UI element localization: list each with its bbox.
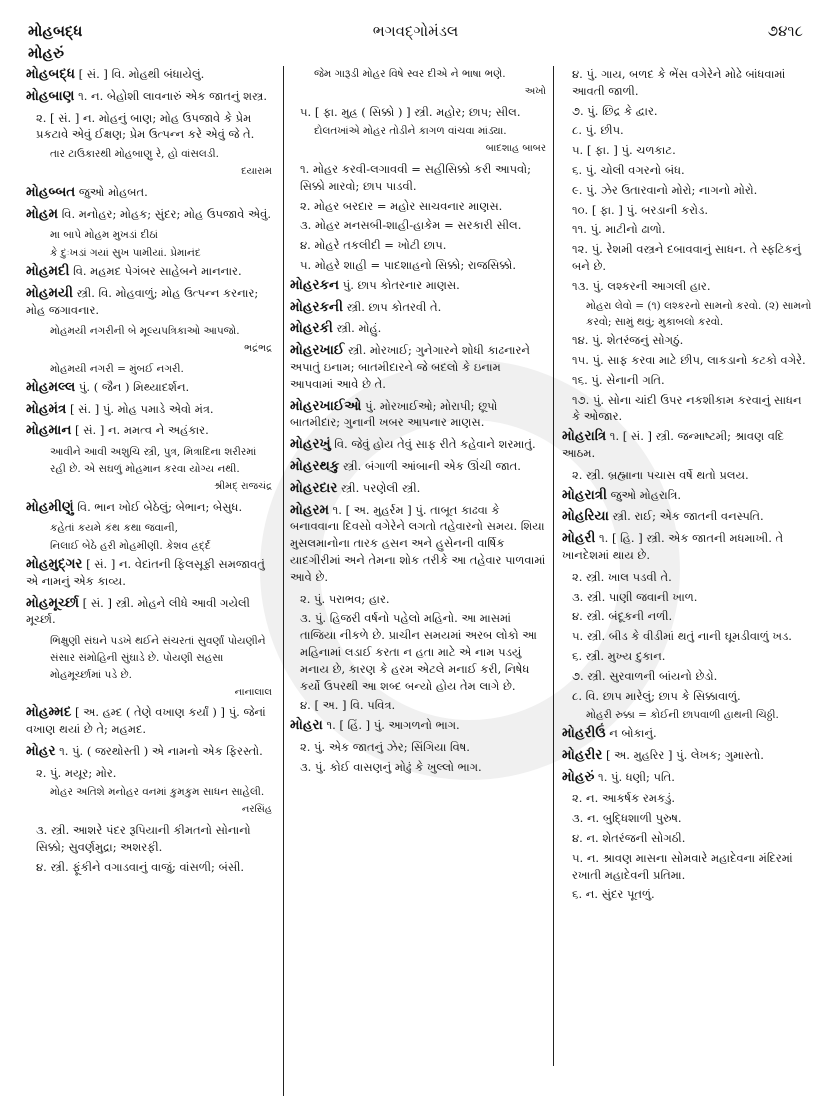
- sense-definition: ૯. પું. ઝેર ઉતારવાનો મોરો; નાગનો મોરો.: [572, 182, 758, 197]
- column-2: [290, 66, 546, 778]
- sense-definition: ૨. પું. એક જાતનું ઝેર; સિંગિયા વિષ.: [300, 739, 470, 754]
- sense-definition: ૧૨. પું. રેશમી વસ્ત્રને દબાવવાનું સાધન. તે સ્ફટિકનું બને છે.: [572, 242, 801, 273]
- dictionary-entry: [290, 480, 546, 497]
- citation-author: નાનાલાલ: [234, 686, 272, 698]
- quotation: મોહરી રુક્કા = કોઈની છાપવાળી હાથની ચિઠ્ઠી.: [586, 709, 779, 722]
- definition-text: સ્ત્રી. મોહું.: [332, 321, 382, 336]
- definition-text: ૧. પું. ( જરથોસ્તી ) એ નામનો એક ફિરસ્તો.: [55, 743, 263, 758]
- dictionary-entry: [562, 487, 812, 504]
- column-3: [562, 66, 812, 906]
- headword: મોહરું: [562, 768, 595, 785]
- definition-text: [ સં. ] વિ. મોહથી બંધાયેલું.: [75, 67, 205, 81]
- sense-definition: ૨. પું. પરાભવ; હાર.: [300, 591, 390, 606]
- headword: મોહરાત્રિ: [562, 428, 607, 445]
- headword: મોહમ: [26, 205, 59, 222]
- headword: મોહરદાર: [290, 479, 338, 496]
- definition-text: [ સં. ] પું. મોહ પમાડે એવો મંત્ર.: [66, 401, 214, 416]
- dictionary-entry: [26, 184, 272, 201]
- definition-text: ૧. [ હિં. ] પું. આગળનો ભાગ.: [322, 718, 460, 733]
- headword: મોહમંત્ર: [26, 400, 67, 417]
- sense-definition: ૫. [ ફા. મુહ્ર ( સિક્કો ) ] સ્ત્રી. મહોર; છાપ; સીલ.: [300, 104, 521, 119]
- sense-definition: ૧૦. [ ફા. ] પું. બરડાની કરોડ.: [572, 202, 708, 217]
- definition-text: [ અ. મુહરિર ] પું. લેખક; ગુમાસ્તો.: [602, 747, 764, 762]
- headword: મોહરીર: [562, 746, 603, 763]
- column-divider: [553, 66, 554, 1066]
- dictionary-entry: [26, 743, 272, 760]
- definition-text: પું. મોરખાઈઓ; મોરાપી; છૂપો બાતમીદાર; ગુનાની ખબર આપનાર માણસ.: [290, 398, 498, 430]
- sense-definition: ૩. મોહર મનસબી-શાહી-હાકેમ = સરકારી સીલ.: [300, 218, 522, 233]
- headword: મોહરકી: [290, 320, 333, 337]
- dictionary-entry: [562, 725, 812, 742]
- headword: મોહરા: [290, 717, 323, 734]
- sense-definition: ૬. પું. ચોલી વગરનો બંધ.: [572, 162, 685, 177]
- sense-definition: ૭. પું. છિદ્ર કે દ્વાર.: [572, 103, 658, 118]
- definition-text: ૧. [ સં. ] સ્ત્રી. જન્માષ્ટમી; શ્રાવણ વદિ આઠમ.: [562, 429, 784, 460]
- sense-definition: ૪. ન. શેતરંજની સોગઠી.: [572, 831, 686, 846]
- sense-definition: ૮. પું. છીપ.: [572, 123, 624, 138]
- dictionary-entry: [290, 398, 546, 432]
- sense-definition: ૧. મોહર કરવી-લગાવવી = સહીસિક્કો કરી આપવો; સિક્કો મારવો; છાપ પાડવી.: [300, 161, 531, 193]
- sense-definition: ૬. સ્ત્રી. મુખ્ય દુકાન.: [572, 648, 666, 663]
- sense-definition: ૧૪. પું. શેતરંજનું સોગઠું.: [572, 333, 684, 348]
- dictionary-entry: [290, 436, 546, 453]
- guide-word-first: મોહબદ્ધ: [28, 22, 83, 40]
- dictionary-entry: [290, 717, 546, 734]
- dictionary-entry: [26, 556, 272, 590]
- sense-definition: ૪. પું. ગાય, બળદ કે ભેંસ વગેરેને મોઢે બાંધવામાં આવતી જાળી.: [572, 67, 786, 98]
- column-divider: [283, 66, 284, 1096]
- quotation: ભિક્ષુણી સંઘને પડખે થઈને સંચરતાં સુવર્ણાં પોયણીને સંસાર સંમોહિની સુંઘાડે છે. પોયણી સહસા મોહમૂર્ચ્છામાં પડે છે.: [50, 635, 266, 681]
- dictionary-entry: [26, 379, 272, 396]
- sense-definition: ૩. સ્ત્રી. પાણી જવાની ખાળ.: [572, 589, 698, 604]
- citation-author: શ્રીમદ્ રાજચંદ્ર: [214, 480, 272, 492]
- quotation: તાર ટાઉકારથી મોહબાણુ રે, હો વાંસલડી.: [50, 148, 219, 161]
- definition-text: ન બોકાનું.: [605, 726, 657, 741]
- sense-definition: ૫. [ ફા. ] પું. ચળકાટ.: [572, 143, 676, 158]
- dictionary-entry: [562, 769, 812, 786]
- dictionary-entry: [26, 66, 272, 83]
- headword: મોહરકન: [290, 276, 340, 293]
- quotation: મોહર અતિશે મનોહર વનમાં કુમકુમ સાધન સાહેલી.: [50, 786, 265, 799]
- definition-text: વિ. મહમદ પેગંબર સાહેબને માનનાર.: [69, 263, 242, 278]
- citation-author: અખો: [524, 85, 546, 97]
- sense-definition: ૧૭. પું. સોના ચાંદી ઉપર નકશીકામ કરવાનું સાધન કે ઓજાર.: [572, 392, 802, 424]
- quotation: મોહરા લેવો = (૧) લશ્કરનો સામનો કરવો. (૨) સામનો કરવો; સામું થવું; મુકાબલો કરવો.: [586, 299, 812, 329]
- dictionary-entry: [562, 530, 812, 564]
- sense-definition: ૨. મોહર બરદાર = મહોર સાચવનાર માણસ.: [300, 198, 503, 213]
- definition-text: [ સં. ] ન. મમત્વ ને અહંકાર.: [71, 423, 209, 438]
- sense-definition: ૧૧. પું. માટીનો ઢાળો.: [572, 222, 666, 237]
- dictionary-entry: [26, 422, 272, 439]
- quotation: જેમ ગારૂડી મોહર વિષે સ્વર દીએ ને ભાષા ભણે.: [314, 68, 506, 80]
- headword: મોહરિયા: [562, 508, 609, 525]
- sense-definition: ૫. સ્ત્રી. બીડ કે વીડીમાં થતું નાની ઘૂમડીવાળું ખડ.: [572, 629, 792, 644]
- dictionary-entry: [26, 401, 272, 418]
- definition-text: પું. ( જૈન ) મિથ્યાદર્શન.: [75, 379, 190, 394]
- quotation: મા બાપે મોહમ મુખડાં દીઠાં: [50, 229, 159, 242]
- definition-text: ૧. ન. બેહોશી લાવનારું એક જાતનું શસ્ત્ર.: [74, 88, 267, 103]
- citation-author: દયારામ: [241, 165, 272, 177]
- headword: મોહમયી: [26, 284, 73, 301]
- dictionary-entry: [26, 285, 272, 319]
- headword: મોહબ્બત: [26, 183, 76, 200]
- headword: મોહબાણ: [26, 87, 75, 104]
- definition-text: ૧. પું. ધણી; પતિ.: [594, 769, 675, 784]
- sense-definition: ૪. મોહરે તકલીદી = ખોટી છાપ.: [300, 238, 447, 253]
- definition-text: પું. છાપ કોતરનાર માણસ.: [339, 277, 460, 292]
- definition-text: વિ. મનોહર; મોહક; સુંદર; મોહ ઉપજાવે એવું.: [58, 206, 271, 221]
- page-header: [28, 18, 803, 42]
- sense-definition: ૩. પું. હિજરી વર્ષનો પહેલો મહિનો. આ માસમાં તાજિયા નીકળે છે. પ્રાચીન સમયમાં અરબ લોકો આ મહિનામાં લડાઈ કરતા ન હતા માટે એ નામ પડયું મનાય છે, કારણ કે હરમ એટલે મનાઈ કરી, નિષેધ કર્યો ઉપરથી આ શબ્દ બન્યો હોય તેમ લાગે છે.: [300, 611, 537, 693]
- definition-text: સ્ત્રી. મોરખાઈ; ગુનેગારને શોધી કાઢનારને અપાતું ઇનામ; બાતમીદારને જે બદલો કે ઇનામ આપવામાં આવે છે તે.: [290, 343, 530, 391]
- definition-text: ૧. [ અ. મુહર્રમ ] પું. તાબૂત કાઢવા કે બનાવવાના દિવસો વગેરેને લગતો તહેવારનો સમય. શિયા મુસલમાનોના તારક હસન અને હુસેનની વાર્ષિક યાદગીરીમાં અને તેમના શોક તરીકે આ તહેવાર પાળવામાં આવે છે.: [290, 502, 546, 584]
- sense-definition: ૧૫. પું. સાફ કરવા માટે છીપ, લાકડાનો કટકો વગેરે.: [572, 352, 806, 367]
- headword: મોહમીણું: [26, 498, 74, 515]
- dictionary-entry: [26, 206, 272, 223]
- dictionary-entry: [26, 595, 272, 629]
- headword: મોહર: [26, 742, 56, 759]
- sense-definition: ૫. મોહરે શાહી = પાદશાહનો સિક્કો; રાજસિક્કો.: [300, 257, 517, 272]
- headword: મોહરખું: [290, 436, 331, 453]
- dictionary-entry: [26, 88, 272, 105]
- sense-definition: ૪. [ અ. ] વિ. પવિત્ર.: [300, 698, 396, 713]
- dictionary-title: ભગવદ્ગોમંડલ: [372, 22, 459, 40]
- dictionary-entry: [562, 747, 812, 764]
- column-1: [26, 66, 272, 878]
- sense-definition: ૨. [ સં. ] ન. મોહનું બાણ; મોહ ઉપજાવે કે પ્રેમ પ્રકટાવે એવું ઈક્ષણ; પ્રેમ ઉત્પન્ન કરે એવું જે તે.: [36, 110, 255, 142]
- citation-author: નરસિંહ: [241, 804, 272, 816]
- dictionary-entry: [562, 508, 812, 525]
- headword: મોહરકની: [290, 298, 343, 315]
- definition-text: [ સં. ] સ્ત્રી. મોહને લીધે આવી ગયેલી મૂર્ચ્છા.: [26, 595, 250, 627]
- definition-text: સ્ત્રી. છાપ કોતરવી તે.: [342, 299, 442, 314]
- definition-text: વિ. જેવું હોય તેવું સાફ રીતે કહેવાને શરમાતું.: [330, 437, 536, 452]
- quotation: દોલતખાંએ મોહર તોડીને કાગળ વાંચવા માંડ્યા.: [314, 125, 507, 138]
- sense-definition: ૨. ન. આકર્ષક રમકડું.: [572, 791, 676, 806]
- headword: મોહરખાઈઓ: [290, 397, 362, 414]
- sense-definition: ૧૩. પું. લશ્કરની આગલી હાર.: [572, 278, 711, 293]
- sense-definition: ૬. ન. સુંદર પૂતળું.: [572, 887, 655, 902]
- quotation: મોહમયી નગરીની બે મૂલ્યપત્રિકાઓ આપજો.: [50, 325, 240, 338]
- citation-author: બાદશાહ બાબર: [485, 143, 546, 155]
- quotation: આવીને આવી અશુચિ સ્ત્રી, પુત્ર, મિત્રાદિના શરીરમાં રહી છે. એ સઘળું મોહમાન કરવા યોગ્ય નથી.: [50, 446, 257, 475]
- sense-definition: ૧૬. પું. સેનાની ગતિ.: [572, 372, 665, 387]
- headword: મોહરાત્રી: [562, 486, 607, 503]
- headword: મોહરખાઈ: [290, 342, 345, 359]
- dictionary-entry: [26, 704, 272, 738]
- headword: મોહમૂર્ચ્છા: [26, 594, 80, 611]
- quotation: મોહમયી નગરી = મુંબઈ નગરી.: [50, 362, 184, 375]
- headword: મોહમદી: [26, 262, 70, 279]
- dictionary-entry: [290, 342, 546, 392]
- headword: મોહમાન: [26, 422, 72, 439]
- sense-definition: ૮. વિ. છાપ મારેલું; છાપ કે સિક્કાવાળું.: [572, 688, 741, 703]
- dictionary-entry: [290, 502, 546, 586]
- headword: મોહરથકુ: [290, 457, 340, 474]
- sense-definition: ૭. સ્ત્રી. સુરવાળની બાંયનો છેડો.: [572, 668, 718, 683]
- sense-definition: ૨. સ્ત્રી. ખાલ પડવી તે.: [572, 569, 672, 584]
- headword: મોહમલ્લ: [26, 378, 76, 395]
- quotation: કે દુઃખડાં ગયાં સુખ પામીયાં. પ્રેમાનંદ: [50, 247, 201, 260]
- sense-definition: ૩. સ્ત્રી. આશરે પંદર રૂપિયાની કીમતનો સોનાનો સિક્કો; સુવર્ણમુદ્રા; અશરફી.: [36, 823, 251, 854]
- definition-text: સ્ત્રી. બંગાળી આંબાની એક ઊંચી જાત.: [339, 458, 521, 473]
- dictionary-entry: [290, 320, 546, 337]
- definition-text: [ અ. હમ્દ ( તેણે વખાણ કર્યાં ) ] પું. જેનાં વખાણ થયાં છે તે; મહમદ.: [26, 705, 266, 737]
- dictionary-entry: [562, 428, 812, 462]
- dictionary-entry: [290, 277, 546, 294]
- quotation: કહેતાં કયમે કંથ કથા જવાની,: [50, 522, 178, 535]
- headword: મોહમુદ્‌ગર: [26, 555, 83, 572]
- sense-definition: ૫. ન. શ્રાવણ માસના સોમવારે મહાદેવના મંદિરમાં રખાતી મહાદેવની પ્રતિમા.: [572, 850, 793, 882]
- sense-definition: ૨. સ્ત્રી. બ્રહ્માના પચાસ વર્ષે થતો પ્રલય.: [572, 467, 749, 482]
- sense-definition: ૪. સ્ત્રી. ફૂંકીને વગાડવાનું વાજું; વાંસળી; બંસી.: [36, 859, 245, 874]
- definition-text: [ સં. ] ન. વેદાંતની ફિલસૂફી સમજાવતું એ નામનું એક કાવ્ય.: [26, 556, 265, 588]
- page-number: ૭૪૧૮: [767, 22, 803, 40]
- definition-text: સ્ત્રી. વિ. મોહવાળું; મોહ ઉત્પન્ન કરનાર; મોહ જગાવનાર.: [26, 285, 259, 317]
- guide-word-last: મોહરું: [28, 44, 65, 62]
- sense-definition: ૩. પું. કોઈ વાસણનું મોઢું કે ખુલ્લો ભાગ.: [300, 759, 482, 774]
- dictionary-entry: [290, 299, 546, 316]
- definition-text: ૧. [ હિ. ] સ્ત્રી. એક જાતની મધમાખી. તે ખાનદેશમાં થાય છે.: [562, 531, 784, 562]
- definition-text: સ્ત્રી. પરણેલી સ્ત્રી.: [337, 480, 421, 495]
- sense-definition: ૩. ન. બુદ્ધિશાળી પુરુષ.: [572, 811, 682, 826]
- headword: મોહરીઉં: [562, 725, 606, 742]
- headword: મોહબદ્ધ: [26, 66, 75, 82]
- dictionary-entry: [26, 499, 272, 516]
- sense-definition: ૪. સ્ત્રી. બંદૂકની નળી.: [572, 609, 673, 624]
- citation-author: ભદ્રંભદ્ર: [244, 343, 272, 355]
- headword: મોહરી: [562, 530, 596, 547]
- dictionary-entry: [290, 458, 546, 475]
- definition-text: વિ. ભાન ખોઈ બેઠેલું; બેભાન; બેસુધ.: [73, 499, 243, 514]
- definition-text: સ્ત્રી. રાઈ; એક જાતની વનસ્પતિ.: [608, 509, 764, 524]
- definition-text: જુઓ મોહરાત્રિ.: [606, 487, 682, 502]
- headword: મોહમ્મદ: [26, 704, 72, 721]
- definition-text: જુઓ મોહબત.: [75, 184, 148, 199]
- headword: મોહરમ: [290, 501, 330, 518]
- dictionary-entry: [26, 263, 272, 280]
- sense-definition: ૨. પું. મયૂર; મોર.: [36, 765, 117, 780]
- quotation: નિલાઈ બેઠે હરી મોહમીણી. કેશવ હ્રદ્‌ર્દ: [50, 540, 211, 553]
